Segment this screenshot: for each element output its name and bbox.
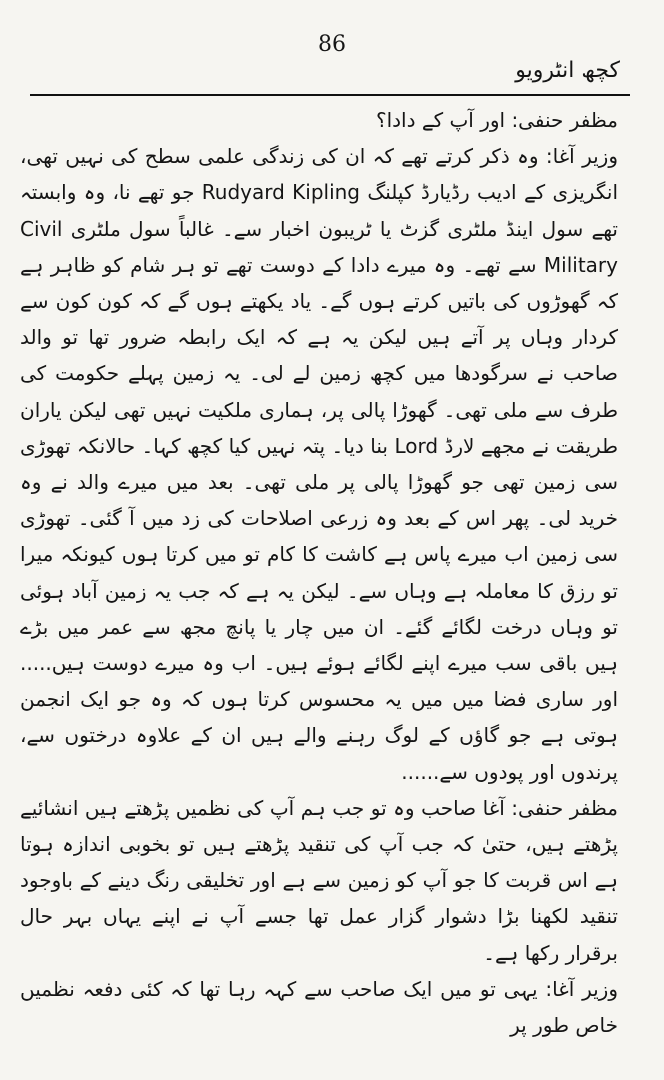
page-body (20, 102, 618, 1043)
header-rule (30, 94, 630, 96)
paragraph: وزیر آغا: یہی تو میں ایک صاحب سے کہہ رہا تھا کہ کئی دفعہ نظمیں خاص طور پر (20, 976, 618, 1038)
paragraph: وزیر آغا: وہ ذکر کرتے تھے کہ ان کی زندگی علمی سطح کی نہیں تھی، انگریزی کے ادیب رڈیارڈ کپلنگ Rudyard Kipling جو تھے نا، وہ وابستہ تھے سول اینڈ ملٹری گزٹ یا ٹریبون اخبار سے۔ غالباً سول ملٹری Civil Military سے تھے۔ وہ میرے دادا کے دوست تھے تو ہر شام کو ظاہر ہے کہ گھوڑوں کی باتیں کرتے ہوں گے۔ یاد یکھتے ہوں گے کہ کون کون سے کردار وہاں پر آتے ہیں لیکن یہ ہے کہ ایک رابطہ ضرور تھا تو والد صاحب نے سرگودھا میں کچھ زمین لے لی۔ یہ زمین پہلے حکومت کی طرف سے ملی تھی۔ گھوڑا پالی پر، ہماری ملکیت نہیں تھی لیکن یاران طریقت نے مجھے لارڈ Lord بنا دیا۔ پتہ نہیں کیا کچھ کہا۔ حالانکہ تھوڑی سی زمین تھی جو گھوڑا پالی پر ملی تھی۔ بعد میں میرے والد نے وہ خرید لی۔ پھر اس کے بعد وہ زرعی اصلاحات کی زد میں آ گئی۔ تھوڑی سی زمین اب میرے پاس ہے کاشت کا کام تو میں کرتا ہوں کیونکہ میرا تو رزق کا معاملہ ہے وہاں سے۔ لیکن یہ ہے کہ جب یہ زمین آباد ہوئی تو وہاں درخت لگائے گئے۔ ان میں چار یا پانچ مجھ سے عمر میں بڑے ہیں باقی سب میرے اپنے لگائے ہوئے ہیں۔ اب وہ میرے دوست ہیں..... اور ساری فضا میں میں یہ محسوس کرتا ہوں کہ وہ جو ایک انجمن ہوتی ہے جو گاؤں کے لوگ رہنے والے ہیں ان کے علاوہ درختوں سے، پرندوں اور پودوں سے...... (20, 144, 619, 784)
running-head: کچھ انٹرویو (515, 58, 620, 83)
paragraph: مظفر حنفی: آغا صاحب وہ تو جب ہم آپ کی نظمیں پڑھتے ہیں انشائیے پڑھتے ہیں، حتیٰ کہ جب آپ کی تنقید پڑھتے ہیں تو بخوبی اندازہ ہوتا ہے اس قربت کا جو آپ کو زمین سے ہے اور تخلیقی رنگ دینے کے باوجود تنقید لکھنا بڑا دشوار گزار عمل تھا جسے آپ نے اپنے یہاں بہر حال برقرار رکھا ہے۔ (20, 795, 618, 965)
paragraph: مظفر حنفی: اور آپ کے دادا؟ (375, 108, 618, 132)
page-number: 86 (318, 32, 346, 57)
